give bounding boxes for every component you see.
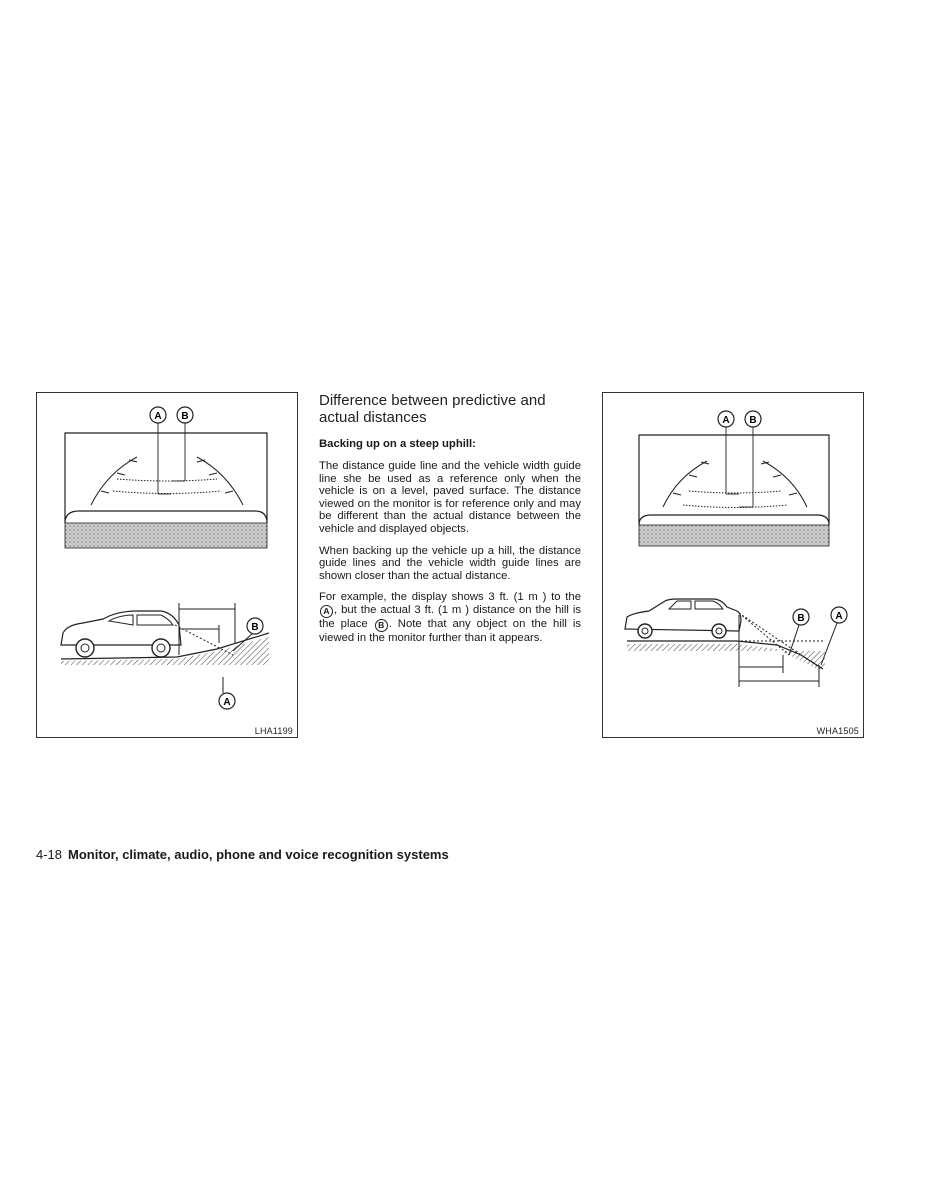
figure-left-illustration <box>37 393 297 737</box>
chapter-title: Monitor, climate, audio, phone and voice recognition systems <box>68 847 449 862</box>
ground-slope <box>627 641 825 669</box>
label-b-bottom: B <box>251 622 259 633</box>
section-title-line2: actual distances <box>319 409 427 426</box>
label-b-bottom: B <box>797 613 805 624</box>
sedan-side-view <box>625 599 741 638</box>
figure-id-right: WHA1505 <box>816 726 859 736</box>
label-b-top: B <box>749 415 757 426</box>
circled-a: A <box>320 605 333 618</box>
subheading: Backing up on a steep uphill: <box>319 438 476 450</box>
label-a-bottom: A <box>223 697 231 708</box>
text-column <box>319 392 581 654</box>
circled-b: B <box>375 619 388 632</box>
paragraph-1: The distance guide line and the vehicle width guide line she be used as a reference only when the vehicle is on a level, paved surface. The distance viewed on the monitor is for reference only and may be different than the actual distance between the vehicle and displayed objects. <box>319 460 581 535</box>
figure-left-uphill-monitor <box>36 392 298 738</box>
label-a-top: A <box>154 411 162 422</box>
section-title-line1: Difference between predictive and <box>319 392 546 409</box>
page-number: 4-18 <box>36 847 63 862</box>
figure-id-left: LHA1199 <box>254 726 293 736</box>
monitor-view <box>639 427 829 546</box>
figure-right-uphill-distance <box>602 392 864 738</box>
label-a-bottom: A <box>835 611 843 622</box>
label-a-top: A <box>722 415 730 426</box>
section-title <box>319 392 581 426</box>
page-footer <box>36 847 449 862</box>
paragraph-3 <box>319 591 581 644</box>
paragraph-2: When backing up the vehicle up a hill, the distance guide lines and the vehicle width guide lines are shown closer than the actual distance. <box>319 544 581 582</box>
paragraph-3-part3: . Note that any object on the hill is viewed in the monitor further than it appears. <box>319 617 581 644</box>
figure-right-illustration <box>603 393 863 737</box>
paragraph-3-part1: For example, the display shows 3 ft. (1 m ) to the <box>319 591 581 604</box>
paragraph-3-part2: , but the actual 3 ft. (1 m ) distance on the hill is the place <box>319 603 581 630</box>
monitor-view <box>65 423 267 548</box>
label-b-top: B <box>181 411 189 422</box>
suv-side-view <box>61 611 181 657</box>
